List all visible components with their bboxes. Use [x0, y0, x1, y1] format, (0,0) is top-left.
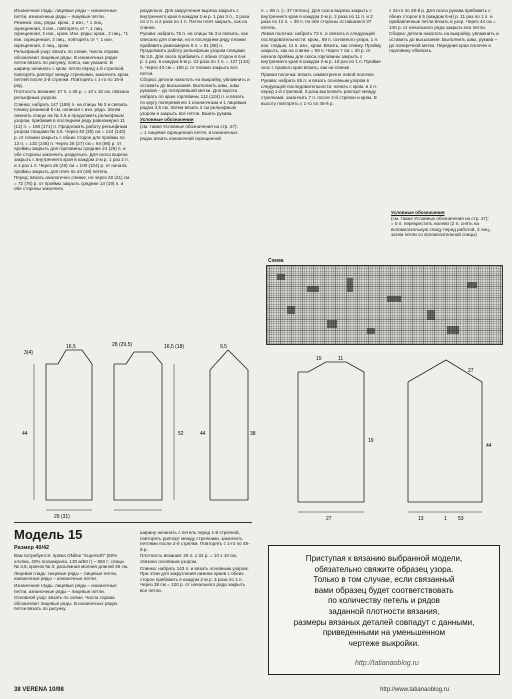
notice-line: приведенными на уменьшенном — [322, 628, 446, 638]
notice-line: размеры вязаных деталей совпадут с данными, — [293, 617, 475, 627]
paragraph: Основной узор: вязать по схеме. Числа справа обозначают лицевые ряды. В изнаночных рядах петли вязать по рисунку. — [14, 595, 118, 612]
legend-title: Условные обозначения — [140, 117, 194, 123]
pattern-jacket — [268, 352, 503, 522]
dimension-label: 15 — [316, 356, 322, 362]
dimension-label: 29 (31) — [54, 514, 70, 520]
chart-cell — [327, 320, 337, 328]
legend-subtitle: (см. также Условные обозначения на стр. 27): — [391, 215, 489, 221]
paragraph: Резинка: лиц. ряды: кром., 2 изн., * 1 лиц. скрещенная, 3 изн., повторять от *, 1 лиц. скрещенная, 2 изн., кром. Изн. ряды: кром., 2 лиц., *1 изн. скрещенная, 3 лиц., повторять от *, 1 изн. скрещенная, 2 лиц., кром. — [14, 20, 129, 48]
chart-cell — [467, 282, 477, 288]
dimension-label: 52 — [178, 431, 184, 437]
legend-title: Условные обозначения — [391, 210, 445, 215]
paragraph: Лицевая гладь: лицевые ряды – лицевые петли, изнаночные ряды – изнаночные петли. — [14, 570, 118, 582]
dimension-label: 28 (29,5) — [112, 342, 133, 348]
divider — [14, 522, 252, 523]
text-column-1 — [14, 8, 130, 193]
dimension-label: 3(4) — [24, 350, 33, 356]
dimension-label: 27 — [326, 516, 332, 522]
chart-cell — [427, 310, 435, 320]
chart-cell — [287, 306, 295, 314]
dimension-label: 11 — [338, 356, 344, 362]
chart-cell — [447, 326, 459, 334]
notice-line: обязательно свяжите образец узора. — [314, 564, 454, 574]
dimension-label: 13 — [418, 516, 424, 522]
notice-line: Только в том случае, если связанный — [313, 575, 455, 585]
notice-box — [268, 545, 500, 675]
dimension-label: 44 — [22, 431, 28, 437]
text-column-4 — [389, 8, 501, 55]
notice-line: по количеству петель и рядов — [328, 596, 440, 606]
paragraph: п. = 85 п. (= 37 петель). Для скоса выреза закрыть с внутреннего края в каждом 2-м р. 2 раза по 11 п. и 2 раза по 12 п. = 39 п. по обе стороны оставшиеся 37 петель. — [261, 8, 373, 30]
text-column-bottom-2 — [140, 530, 252, 595]
chart-cell — [347, 278, 353, 292]
chart-cell — [277, 274, 285, 280]
dimension-label: 27 — [468, 368, 474, 374]
footer-url: http://www.tatianaoblog.ru — [380, 687, 450, 693]
paragraph: Перед: вязать аналогично спинке, но через 20 (21) см = 72 (76) р. от проймы закрыть средние 14 (19) п. и обе стороны закончить — [14, 175, 130, 192]
dimension-label: 9,5 — [220, 344, 227, 350]
paragraph: Спинка: набрать 143 п. и вязать основным узором. При этом для закругления нижних краев с обеих сторон прибавить в каждом 2-м р. 3 раза по 1 п. Через 38 см = 120 р. от начального ряда закрыть все петли. — [140, 565, 249, 593]
paragraph: Плотность вязания: 26 п. х 32 р. = 10 х 10 см, связано основным узором. — [140, 553, 237, 564]
dimension-label: 16,5 — [66, 344, 76, 350]
dimension-label: 19 — [368, 438, 374, 444]
legend-block — [391, 210, 501, 238]
dimension-label: 1 — [444, 516, 447, 522]
text-column-bottom-1 — [14, 553, 130, 613]
page-footer: 38 VERENA 10/98 — [14, 687, 64, 693]
paragraph: Сборка: детали наколоть на выкройку, увлажнить и оставить до высыхания. Выполнить швы, рукава – до поперечной метки. Передние края полочек и горловину обвязать. — [389, 31, 499, 54]
chart-cell — [307, 286, 319, 292]
paragraph: Левая полочка: набрать 73 п. и связать в следующей последовательности: кром., 69 п. основного узора, 1 п. изн. гладью, 11 п. изн., кром. Вязать, как спинку. Пройму закрыть, как на спинке = 59 п. Через 7 см = 20 р. от начала проймы для скоса горловины закрыть с внутреннего края в каждом 2-м р. 10 раз по 1 п. Пройме скос с правого края вязать, как на спинке. — [261, 31, 382, 70]
paragraph: Изнаночная гладь: лицевые ряды – изнаночные петли, изнаночные ряды – лицевые петли. — [14, 8, 117, 19]
paragraph: Спинка: набрать 147 (159) п. на спицы № 3 и связать планку резинкой 6 см, начиная с изн. ряда. Затем сменить спицы на № 3,5 и продолжить рельефным узором, прибавив в последнем ряду равномерно 11 (12) п. = 158 (171) п. Продолжить работу рельефным узором спицами № 3,5. Через 40 (39) см = 144 (140) р. от планки закрыть с обеих сторон для проймы по 13 п. = 132 (145) п. Через 26 (27) см = 94 (98) р. от проймы закрыть для горловины средние 24 (29) п. и обе стороны закончить раздельно. Для скоса выреза закрыть с внутреннего края в каждом 2-м р. 1 раз 2 п. и 1 раз 1 п. Через 28 (29) см = 100 (104) р. от начала проймы закрыть для плеч по 44 (48) петель. — [14, 101, 129, 174]
notice-line: чертеже выкройки. — [348, 638, 420, 648]
paragraph: с 43-го по 48-й р. Для скоса рукава прибавить с обеих сторон в 5 (каждом 6-м) р. 11 раз по 1 п. и прибавленные петли вязать в узор. Через 44 см = 140 р. от начального ряда закрыть все петли. — [389, 8, 496, 30]
pattern-back-front — [14, 340, 194, 520]
text-column-3 — [261, 8, 383, 107]
notice-line: вами образец будет соответствовать — [314, 585, 454, 595]
dimension-label: 53 — [458, 516, 464, 522]
paragraph: Рукава: набрать 75 п. на спицы № 3 и связать, как описано для спинки, но в последнем ряду планки прибавить равномерно 6 п. = 81 (88) п. Продолжить работу рельефным узором спицами № 3,5. Для скоса прибавить с обеих сторон в 6-м р. 1 раз, в каждом 6-м р. 22 раза по 1 п. = 127 (134) п. Через 43 см = 156 р. от планки закрыть все петли. — [140, 31, 250, 76]
paragraph: Вам потребуется: пряжа ONline "Supersoft" (60% хлопка, 40% полиакрила, 130 м/50 г) – 650 г; спицы № 3,5; крючок № 3; разъемная молния длиной 45 см. — [14, 553, 129, 570]
chart-cell — [387, 296, 401, 302]
dimension-label: 38 — [250, 431, 256, 437]
paragraph: ширину начинать с петель перед 1-й стрелкой, повторять раппорт между стрелками, закончить петлями после 2-й стрелки. Повторять с 1-го по 48-й р. — [140, 530, 250, 552]
paragraph: раздельно. Для закругления выреза закрыть с внутреннего края в каждом 2-м р. 1 раз 3 п., 2 раза по 2 п. и 2 раза по 1 п. Петли плеч закрыть, как на спинке. — [140, 8, 250, 30]
pattern-sleeve — [198, 340, 260, 520]
paragraph: Сборка: детали наколоть на выкройку, увлажнить и оставить до высыхания. Выполнить швы, швы рукавов – до потерпевшей метки. Для ворота набрать по краю горловины 112 (124) п. и вязать по кругу попеременно 1 изнаночным и 1 лицевым рядом 3,5 см. Затем вязать 2 см рельефным узором и закрыть все петли. Вшить рукава. — [140, 77, 250, 116]
legend-item: = 5 п. перекрестить налево (2 п. снять на вспомогательную спицу перед работой, 3 лиц., затем петли со вспомогательной спицы) — [391, 221, 492, 238]
paragraph: Рельефный узор: вязать по схеме. Числа справа обозначают лицевые ряды. В изнаночных рядах петли вязать по рисунку, пояса, как указано. В ширину начинать с кром. петли перед 1-й стрелкой, повторять раппорт между стрелками, закончить кром. петлей после 2-й стрелки. Повторять с 1-го по 16-й ряд. — [14, 49, 130, 88]
size-label: Размер 40/42 — [14, 545, 50, 551]
dimension-label: 44 — [200, 431, 206, 437]
dimension-label: 44 — [486, 443, 492, 449]
notice-line: Приступая к вязанию выбранной модели, — [305, 554, 463, 563]
notice-line: заданной плотности вязания, — [328, 606, 440, 616]
legend-item: = 1 лицевая скрещенная петля, в изнаночных рядах вязать изнаночной скрещенной — [140, 130, 238, 142]
chart-cell — [367, 328, 375, 334]
schema-label: Схема — [268, 258, 284, 264]
knitting-chart — [266, 265, 503, 345]
model-title: Модель 15 — [14, 527, 83, 542]
paragraph: Плотность вязания: 27 п. х 36 р. = 10 х 10 см, связано рельефным узором. — [14, 89, 130, 100]
watermark: http://tatianaoblog.ru — [355, 660, 419, 667]
legend-subtitle: (см. также Условные обозначения на стр. 27): — [140, 123, 238, 129]
text-column-2 — [140, 8, 250, 143]
dimension-label: 16,5 (18) — [164, 344, 185, 350]
paragraph: Правая полочка: вязать симметрично левой полочке. — [261, 71, 376, 77]
paragraph: Рукава: набрать 65 п. и вязать основным узором в следующей последовательности: начать с кром. и 2 п. перед 1-й стрелкой, 3 раза выполнить раппорт между стрелками, закончить 7 п. после 2-й стрелки и кром. В высоту повторять с 1-го по 48-й р. — [261, 78, 378, 106]
paragraph: Изнаночная гладь: лицевые ряды – изнаночные петли, изнаночные ряды – лицевые петли. — [14, 582, 117, 594]
